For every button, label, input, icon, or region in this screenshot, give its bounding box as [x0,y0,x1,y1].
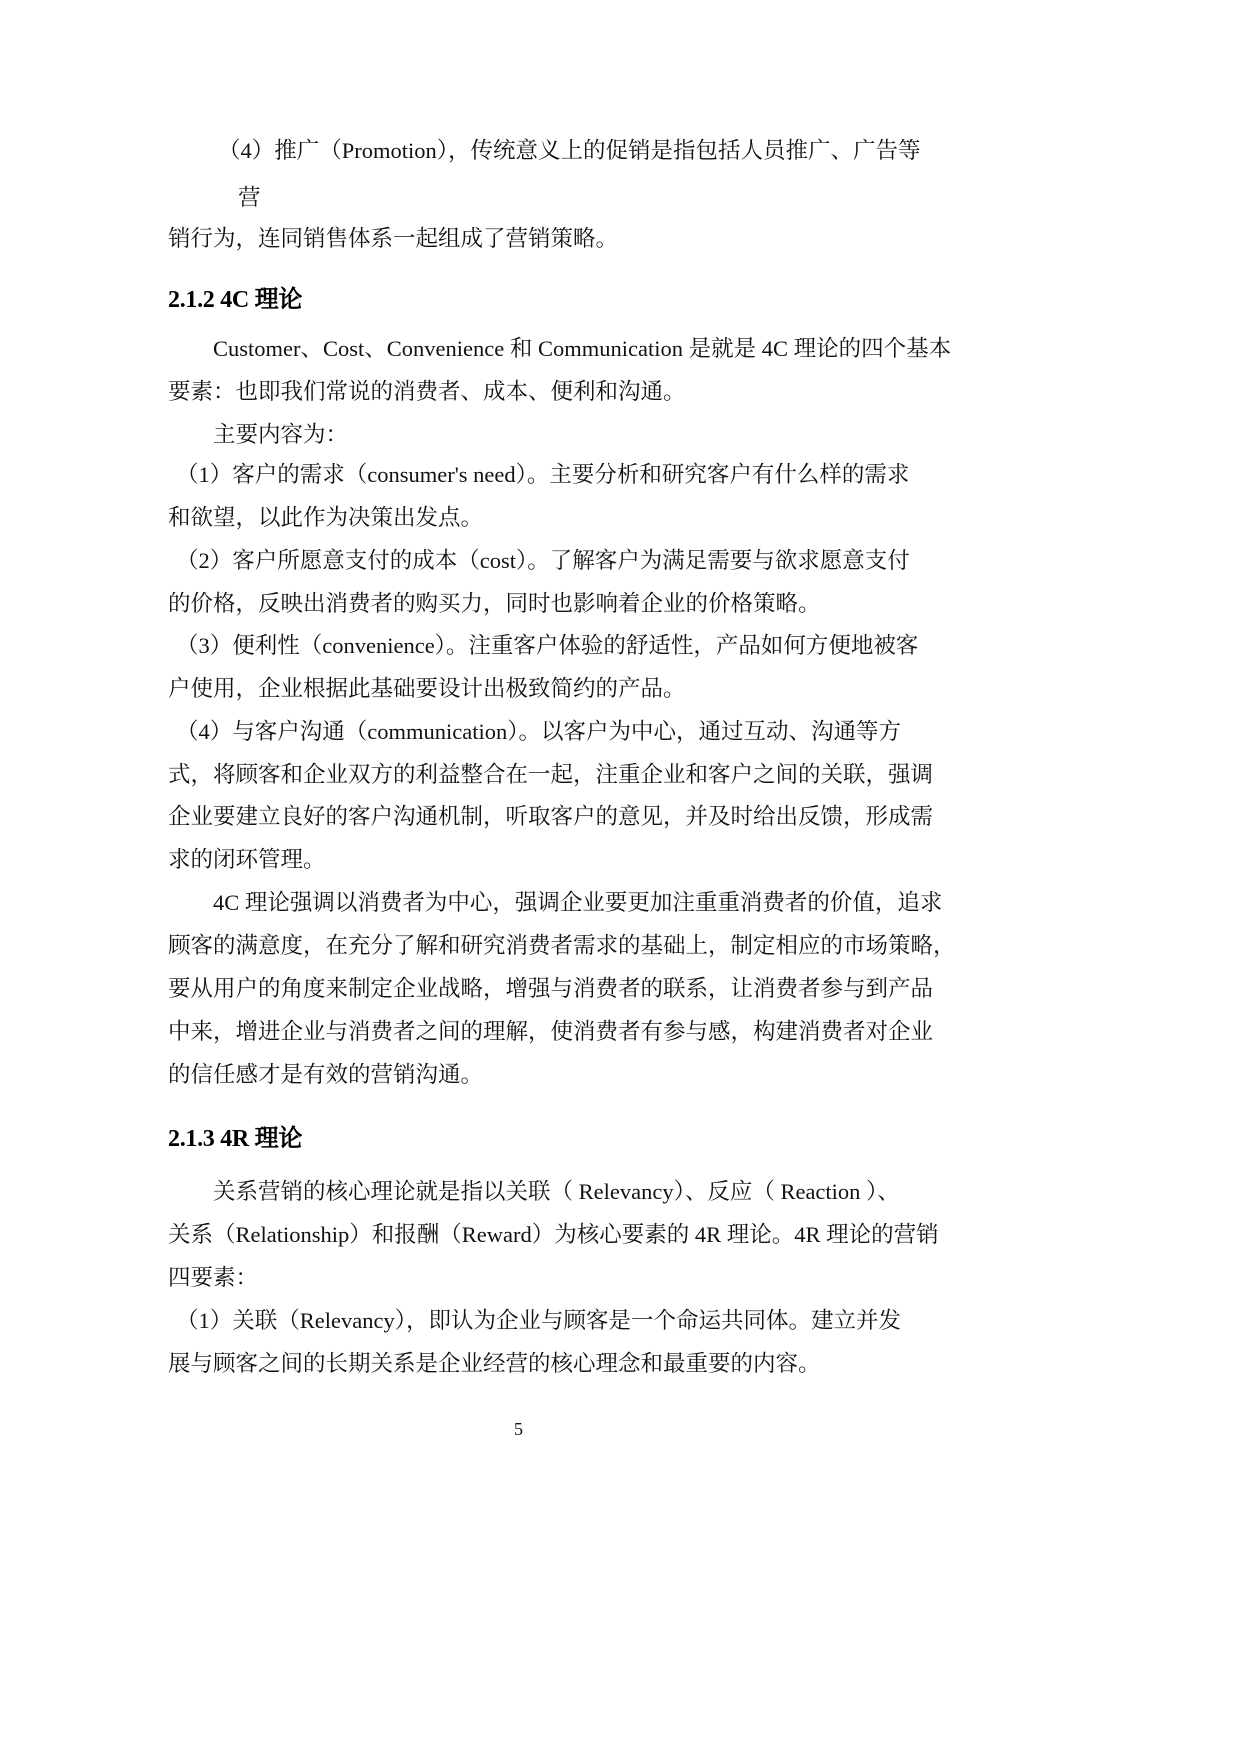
paragraph-line: （4）推广（Promotion），传统意义上的促销是指包括人员推广、广告等 [218,138,921,163]
list-item-line: （3）便利性（convenience）。注重客户体验的舒适性，产品如何方便地被客 [176,633,919,658]
list-item-line: 的价格，反映出消费者的购买力，同时也影响着企业的价格策略。 [168,591,821,616]
paragraph-line: Customer、Cost、Convenience 和 Communication 是就是 4C 理论的四个基本 [213,336,952,361]
paragraph-line: 中来，增进企业与消费者之间的理解，使消费者有参与感，构建消费者对企业 [168,1019,934,1044]
paragraph-line: 顾客的满意度，在充分了解和研究消费者需求的基础上，制定相应的市场策略， [168,933,956,958]
paragraph-line: 关系营销的核心理论就是指以关联（ Relevancy）、反应（ Reaction ）、 [213,1179,900,1204]
list-item-line: 企业要建立良好的客户沟通机制，听取客户的意见，并及时给出反馈，形成需 [168,804,934,829]
list-item-line: （1）客户的需求（consumer's need）。主要分析和研究客户有什么样的需求 [176,462,910,487]
list-item-line: （1）关联（Relevancy），即认为企业与顾客是一个命运共同体。建立并发 [176,1308,901,1333]
paragraph-line: 四要素： [168,1265,259,1290]
list-item-line: 和欲望，以此作为决策出发点。 [168,505,484,530]
paragraph-line: 的信任感才是有效的营销沟通。 [168,1062,484,1087]
list-item-line: 户使用，企业根据此基础要设计出极致简约的产品。 [168,676,686,701]
paragraph-line: 4C 理论强调以消费者为中心，强调企业要更加注重重消费者的价值，追求 [213,890,943,915]
list-item-line: 展与顾客之间的长期关系是企业经营的核心理念和最重要的内容。 [168,1351,821,1376]
paragraph-line: 营 [238,185,261,210]
list-item-line: 求的闭环管理。 [168,847,326,872]
paragraph-line: 关系（Relationship）和报酬（Reward）为核心要素的 4R 理论。4R 理论的营销 [168,1222,939,1247]
paragraph-line: 销行为，连同销售体系一起组成了营销策略。 [168,226,619,251]
paragraph-line: 要素：也即我们常说的消费者、成本、便利和沟通。 [168,379,686,404]
list-item-line: 式，将顾客和企业双方的利益整合在一起，注重企业和客户之间的关联，强调 [168,762,934,787]
list-item-line: （2）客户所愿意支付的成本（cost）。了解客户为满足需要与欲求愿意支付 [176,548,910,573]
page-number: 5 [514,1419,523,1439]
section-heading-4c: 2.1.2 4C 理论 [168,287,303,313]
section-heading-4r: 2.1.3 4R 理论 [168,1126,303,1152]
paragraph-line: 主要内容为： [213,422,349,447]
list-item-line: （4）与客户沟通（communication）。以客户为中心，通过互动、沟通等方 [176,719,901,744]
paragraph-line: 要从用户的角度来制定企业战略，增强与消费者的联系，让消费者参与到产品 [168,976,934,1001]
